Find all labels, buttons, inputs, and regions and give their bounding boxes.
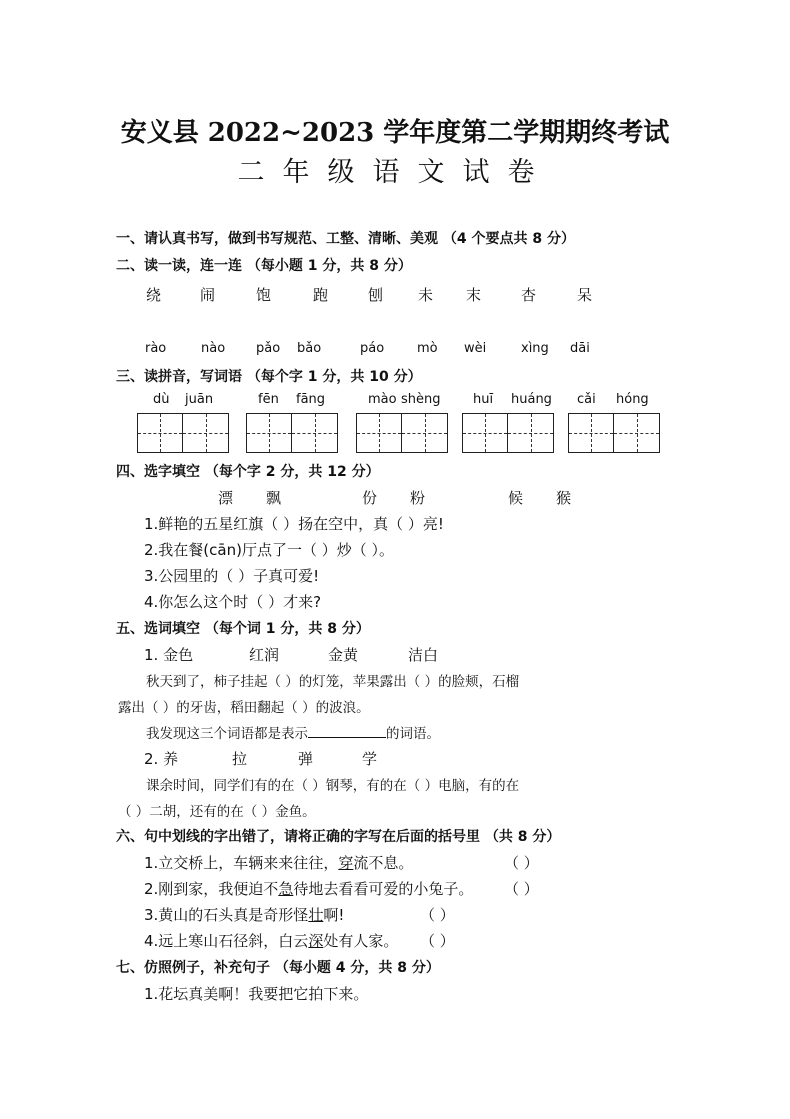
s4-char: 候 (508, 489, 524, 507)
s5-word: 1. 金色 (144, 646, 194, 664)
grid-cell[interactable] (138, 414, 183, 452)
s5-word: 金黄 (328, 646, 359, 664)
s4-char: 粉 (410, 489, 426, 507)
s6-text: 3.黄山的石头真是奇形怪 (144, 906, 309, 924)
s3-pinyin: huáng (511, 392, 552, 407)
s2-char: 刨 (368, 286, 384, 304)
section-1-heading: 一、请认真书写，做到书写规范、工整、清晰、美观 （4 个要点共 8 分） (116, 231, 575, 247)
underlined-char: 急 (278, 880, 294, 898)
s5-passage-line: 露出（ ）的牙齿，稻田翻起（ ）的波浪。 (118, 700, 370, 716)
grid-cell[interactable] (402, 414, 447, 452)
writing-grid[interactable] (568, 413, 660, 453)
section-7-heading: 七、仿照例子，补充句子 （每小题 4 分，共 8 分） (116, 960, 440, 976)
grid-cell[interactable] (508, 414, 553, 452)
s5-text: 我发现这三个词语都是表示 (146, 726, 308, 742)
s6-text: 1.立交桥上，车辆来来往往， (144, 854, 339, 872)
answer-bracket[interactable]: （ ） (504, 854, 539, 872)
s5-passage-line: 课余时间，同学们有的在（ ）钢琴，有的在（ ）电脑，有的在 (146, 778, 520, 794)
s5-word: 洁白 (408, 646, 439, 664)
s3-pinyin: cǎi (577, 392, 596, 407)
s7-item: 1.花坛真美啊！我要把它拍下来。 (144, 985, 369, 1003)
underlined-char: 壮 (308, 906, 324, 924)
writing-grid[interactable] (246, 413, 338, 453)
s3-pinyin: juān (185, 392, 214, 407)
s6-text: 啊! (323, 906, 345, 924)
s6-text: 2.刚到家，我便迫不 (144, 880, 279, 898)
s2-char: 杏 (521, 286, 537, 304)
s6-text: 4.远上寒山石径斜，白云 (144, 932, 309, 950)
grid-cell[interactable] (183, 414, 228, 452)
s2-pinyin: dāi (570, 341, 590, 356)
s5-word: 2. 养 (144, 750, 179, 768)
s2-char: 绕 (146, 286, 162, 304)
writing-grid[interactable] (462, 413, 554, 453)
s4-item: 2.我在餐(cān)厅点了一（ ）炒（ ）。 (144, 541, 394, 559)
s6-item (144, 852, 413, 873)
s4-char: 漂 (218, 489, 234, 507)
answer-bracket[interactable]: （ ） (504, 880, 539, 898)
s6-item (144, 878, 473, 899)
grid-cell[interactable] (463, 414, 508, 452)
s2-pinyin: pǎo (256, 341, 281, 356)
s3-pinyin: fēn (258, 392, 279, 407)
s2-char: 跑 (313, 286, 329, 304)
s2-pinyin: xìng (521, 341, 549, 356)
page-title: 安义县 2022~2023 学年度第二学期期终考试 (120, 118, 670, 148)
answer-blank-line[interactable] (308, 725, 386, 738)
s2-char: 末 (466, 286, 482, 304)
s5-passage-line: （ ）二胡，还有的在（ ）金鱼。 (118, 804, 316, 820)
underlined-char: 深 (308, 932, 324, 950)
s4-item: 3.公园里的（ ）子真可爱! (144, 567, 320, 585)
s2-pinyin: mò (417, 341, 438, 356)
grid-cell[interactable] (247, 414, 292, 452)
s6-text: 待地去看看可爱的小兔子。 (293, 880, 474, 898)
s3-pinyin: huī (473, 392, 494, 407)
writing-grid[interactable] (137, 413, 229, 453)
s4-item: 4.你怎么这个时（ ）才来? (144, 593, 322, 611)
s5-word: 红润 (249, 646, 280, 664)
section-4-heading: 四、选字填空 （每个字 2 分，共 12 分） (116, 464, 380, 480)
section-2-heading: 二、读一读，连一连 （每小题 1 分，共 8 分） (116, 258, 412, 274)
s2-char: 未 (418, 286, 434, 304)
s3-pinyin: shèng (401, 392, 441, 407)
s6-item (144, 930, 398, 951)
s2-char: 闹 (200, 286, 216, 304)
s2-pinyin: bǎo (297, 341, 322, 356)
s5-word: 拉 (232, 750, 248, 768)
s6-text: 流不息。 (353, 854, 414, 872)
section-6-heading: 六、句中划线的字出错了，请将正确的字写在后面的括号里 （共 8 分） (116, 829, 561, 845)
s4-char: 飘 (266, 489, 282, 507)
answer-bracket[interactable]: （ ） (420, 932, 455, 950)
writing-grid[interactable] (356, 413, 448, 453)
grid-cell[interactable] (614, 414, 659, 452)
s2-pinyin: wèi (464, 341, 487, 356)
s3-pinyin: mào (368, 392, 397, 407)
s6-text: 处有人家。 (323, 932, 399, 950)
s4-char: 份 (362, 489, 378, 507)
s5-passage-line (146, 722, 440, 742)
s5-passage-line: 秋天到了，柿子挂起（ ）的灯笼，苹果露出（ ）的脸颊，石榴 (146, 674, 520, 690)
underlined-char: 穿 (338, 854, 354, 872)
grid-cell[interactable] (357, 414, 402, 452)
grid-cell[interactable] (292, 414, 337, 452)
s2-char: 呆 (577, 286, 593, 304)
s5-word: 学 (362, 750, 378, 768)
s3-pinyin: dù (153, 392, 170, 407)
s2-char: 饱 (256, 286, 272, 304)
page-subtitle: 二年级语文试卷 (237, 157, 553, 188)
answer-bracket[interactable]: （ ） (420, 906, 455, 924)
s2-pinyin: páo (360, 341, 385, 356)
section-3-heading: 三、读拼音，写词语 （每个字 1 分，共 10 分） (116, 369, 422, 385)
s2-pinyin: rào (145, 341, 167, 356)
s4-item: 1.鲜艳的五星红旗（ ）扬在空中，真（ ）亮! (144, 515, 444, 533)
grid-cell[interactable] (569, 414, 614, 452)
s6-item (144, 904, 344, 925)
s5-text: 的词语。 (386, 726, 440, 742)
s5-word: 弹 (298, 750, 314, 768)
s4-char: 猴 (556, 489, 572, 507)
s3-pinyin: fāng (296, 392, 326, 407)
s2-pinyin: nào (201, 341, 226, 356)
s3-pinyin: hóng (616, 392, 649, 407)
section-5-heading: 五、选词填空 （每个词 1 分，共 8 分） (116, 621, 370, 637)
